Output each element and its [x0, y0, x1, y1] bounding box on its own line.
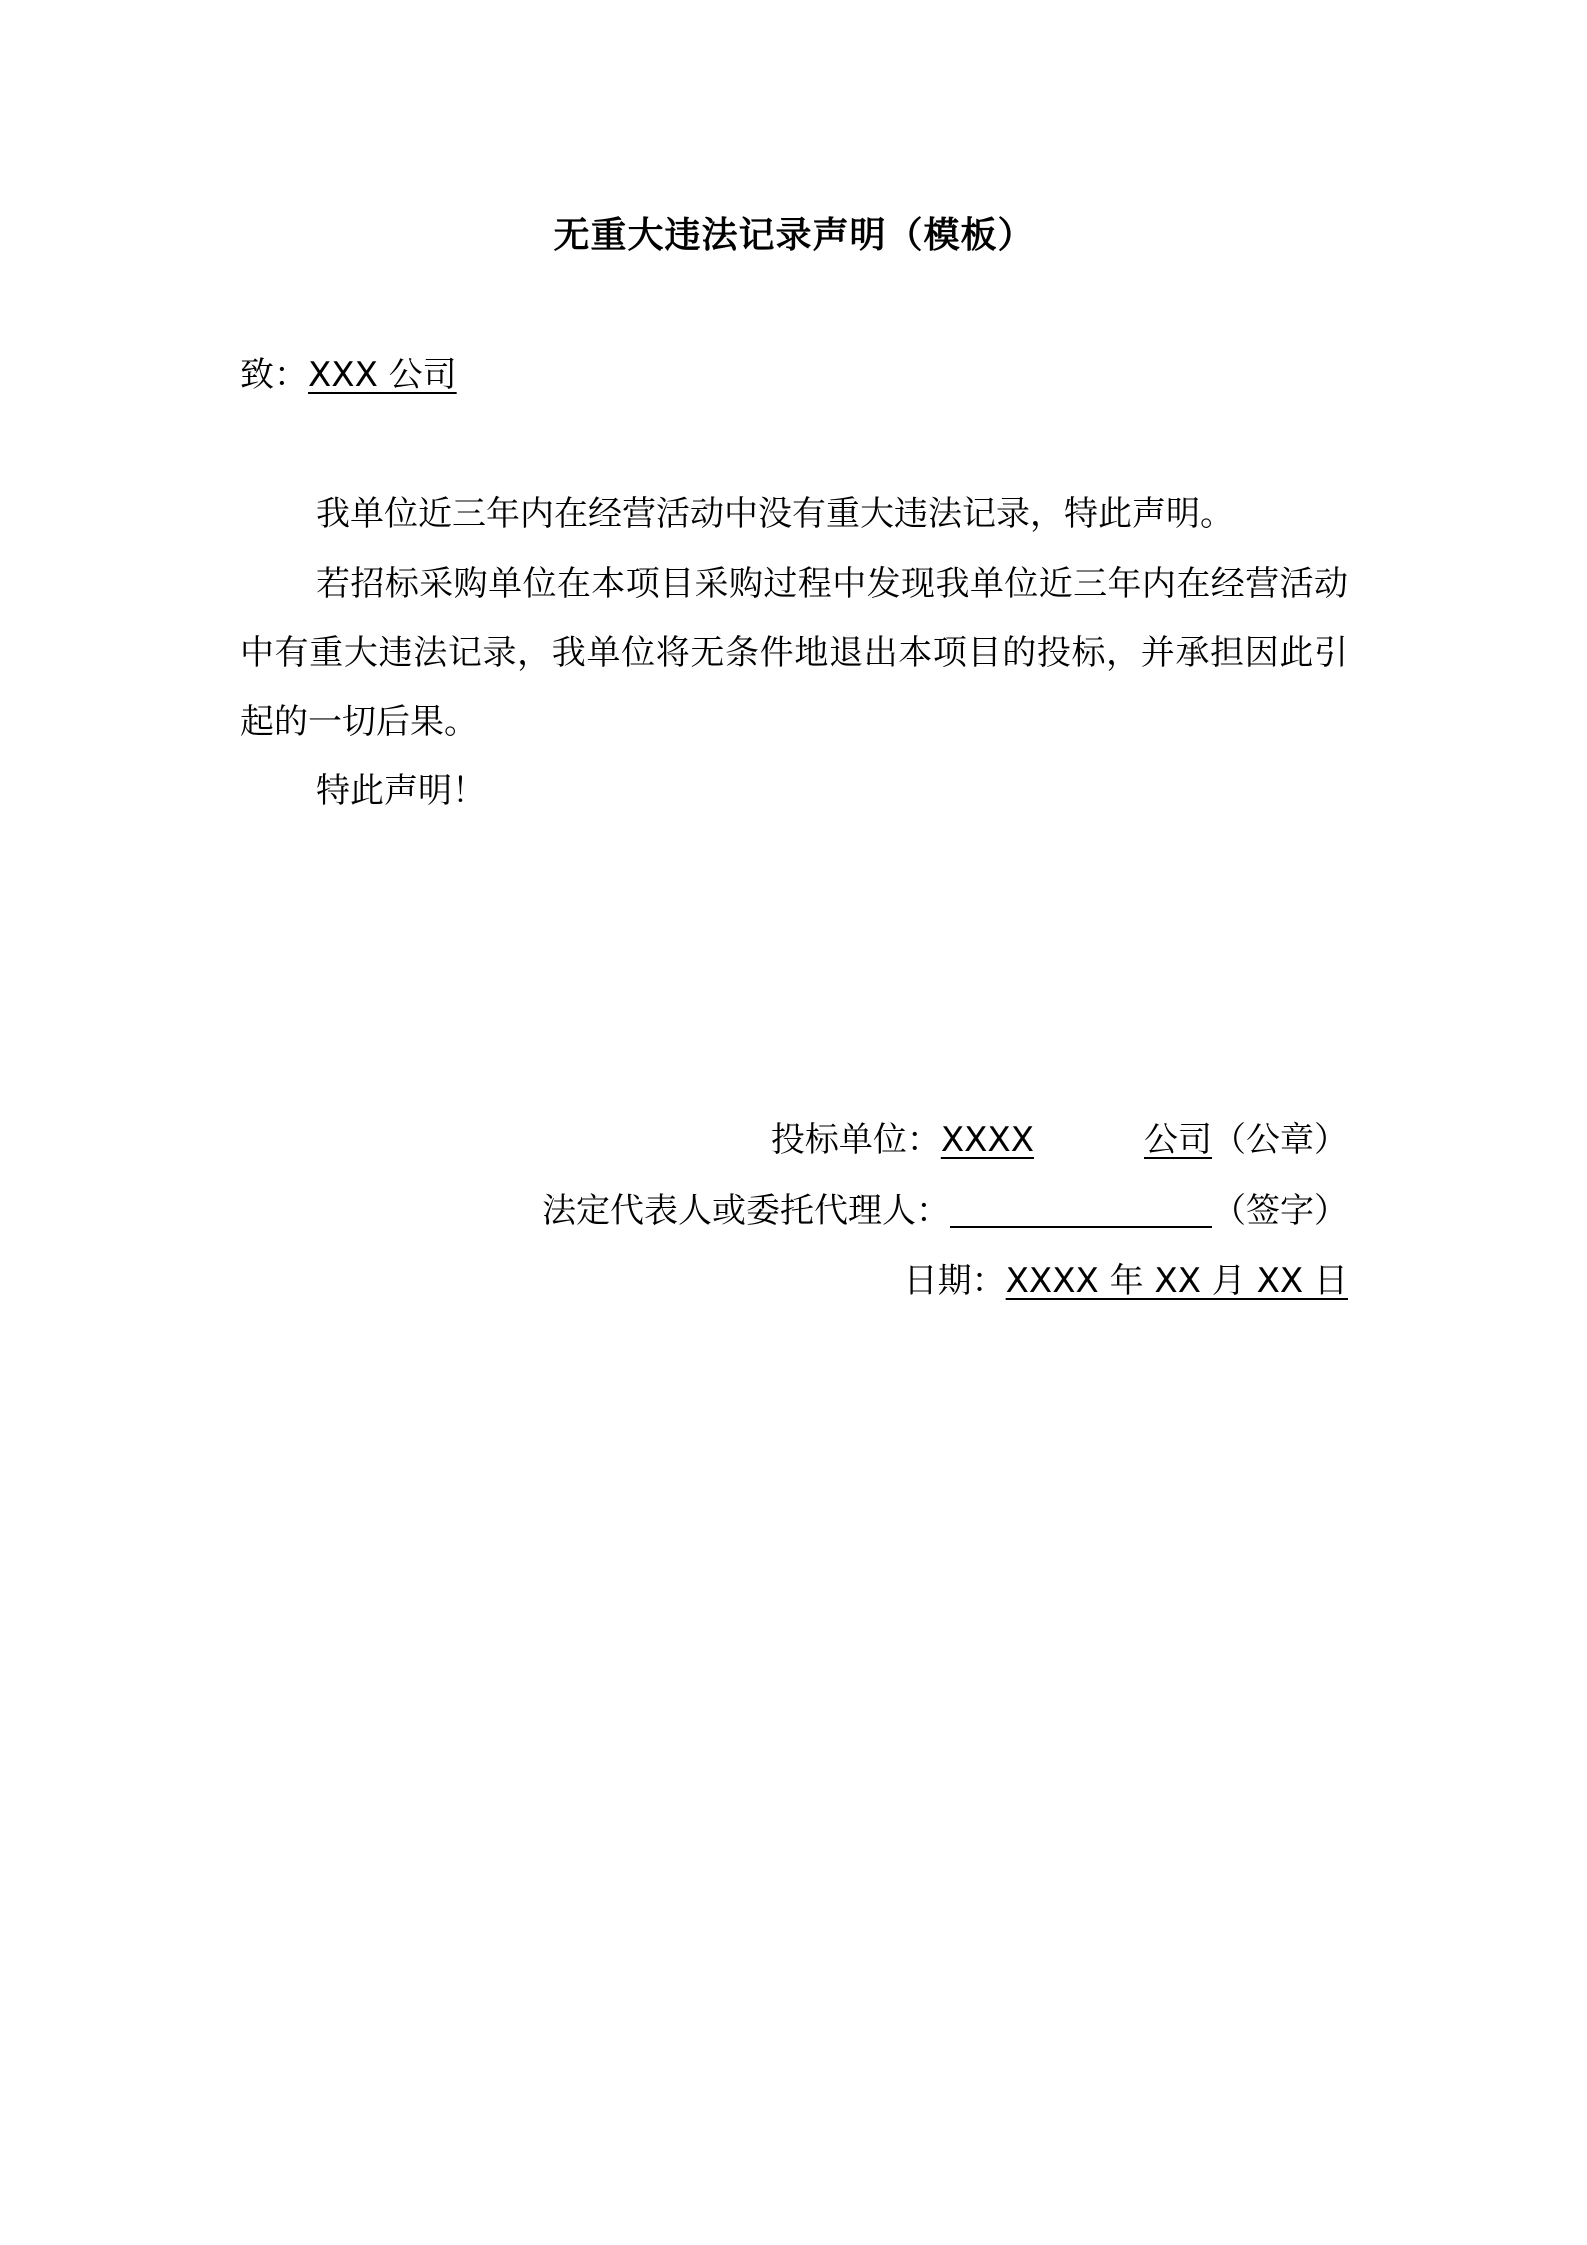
addressee-company: XXX 公司 — [308, 355, 457, 395]
bidder-label: 投标单位： — [770, 1120, 941, 1160]
paragraph-closing: 特此声明！ — [316, 771, 486, 811]
representative-line — [542, 1186, 1348, 1236]
date-value: XXXX 年 XX 月 XX 日 — [1005, 1261, 1348, 1301]
addressee-prefix: 致： — [240, 355, 308, 395]
bidder-line — [771, 1115, 1348, 1165]
bidder-seal-note: （公章） — [1212, 1120, 1348, 1160]
bidder-value — [941, 1120, 1212, 1160]
addressee-line — [240, 350, 457, 400]
signature-blank-field — [950, 1192, 1212, 1228]
bidder-value-name: XXXX — [940, 1120, 1034, 1160]
date-label: 日期： — [903, 1261, 1006, 1301]
bidder-value-company: 公司 — [1144, 1120, 1212, 1160]
document-title: 无重大违法记录声明（模板） — [553, 214, 1035, 256]
representative-sign-note: （签字） — [1212, 1191, 1348, 1231]
paragraph-commitment: 若招标采购单位在本项目采购过程中发现我单位近三年内在经营活动中有重大违法记录，我单位将无条件地退出本项目的投标，并承担因此引起的一切后果。 — [240, 564, 1348, 742]
representative-label: 法定代表人或委托代理人： — [542, 1191, 950, 1231]
date-line — [904, 1256, 1348, 1306]
paragraph-statement: 我单位近三年内在经营活动中没有重大违法记录，特此声明。 — [316, 494, 1234, 534]
